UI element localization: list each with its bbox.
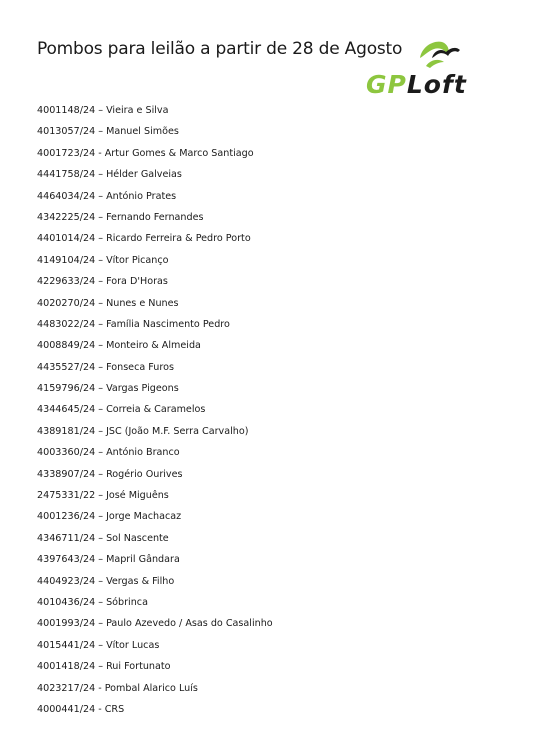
gploft-logo [362, 36, 512, 104]
list-item: 4338907/24 – Rogério Ourives [37, 468, 183, 480]
list-item: 4441758/24 – Hélder Galveias [37, 169, 182, 181]
list-item: 4464034/24 – António Prates [37, 190, 177, 202]
logo-text-gp: GP [366, 70, 407, 99]
list-item: 4013057/24 – Manuel Simões [37, 126, 179, 138]
pigeon-list [37, 100, 273, 720]
list-item: 4483022/24 – Família Nascimento Pedro [37, 318, 230, 330]
list-item: 4003360/24 – António Branco [37, 447, 180, 459]
list-item: 4001723/24 - Artur Gomes & Marco Santiago [37, 147, 254, 159]
page-title: Pombos para leilão a partir de 28 de Agosto [37, 39, 403, 59]
list-item: 4435527/24 – Fonseca Furos [37, 361, 174, 373]
list-item: 4001236/24 – Jorge Machacaz [37, 511, 182, 523]
list-item: 4023217/24 - Pombal Alarico Luís [37, 682, 198, 694]
logo-text-loft: Loft [406, 70, 467, 99]
list-item: 4342225/24 – Fernando Fernandes [37, 211, 204, 223]
list-item: 4001418/24 – Rui Fortunato [37, 661, 171, 673]
list-item: 4346711/24 – Sol Nascente [37, 532, 169, 544]
list-item: 4001993/24 – Paulo Azevedo / Asas do Casalinho [37, 618, 273, 630]
list-item: 4001148/24 – Vieira e Silva [37, 105, 169, 116]
list-item: 2475331/22 – José Miguêns [37, 490, 169, 502]
list-item: 4401014/24 – Ricardo Ferreira & Pedro Porto [37, 233, 251, 245]
list-item: 4229633/24 – Fora D'Horas [37, 276, 168, 288]
list-item: 4389181/24 – JSC (João M.F. Serra Carvalho) [37, 425, 249, 437]
list-item: 4000441/24 - CRS [37, 703, 125, 715]
list-item: 4008849/24 – Monteiro & Almeida [37, 340, 201, 352]
list-item: 4344645/24 – Correia & Caramelos [37, 404, 206, 416]
list-item: 4010436/24 – Sóbrinca [37, 596, 148, 608]
list-item: 4015441/24 – Vítor Lucas [37, 639, 160, 651]
logo-wordmark [366, 70, 467, 99]
list-item: 4020270/24 – Nunes e Nunes [37, 297, 179, 309]
list-item: 4404923/24 – Vergas & Filho [37, 575, 175, 587]
list-item: 4397643/24 – Mapril Gândara [37, 554, 180, 566]
list-item: 4159796/24 – Vargas Pigeons [37, 383, 179, 395]
list-item: 4149104/24 – Vítor Picanço [37, 254, 169, 266]
